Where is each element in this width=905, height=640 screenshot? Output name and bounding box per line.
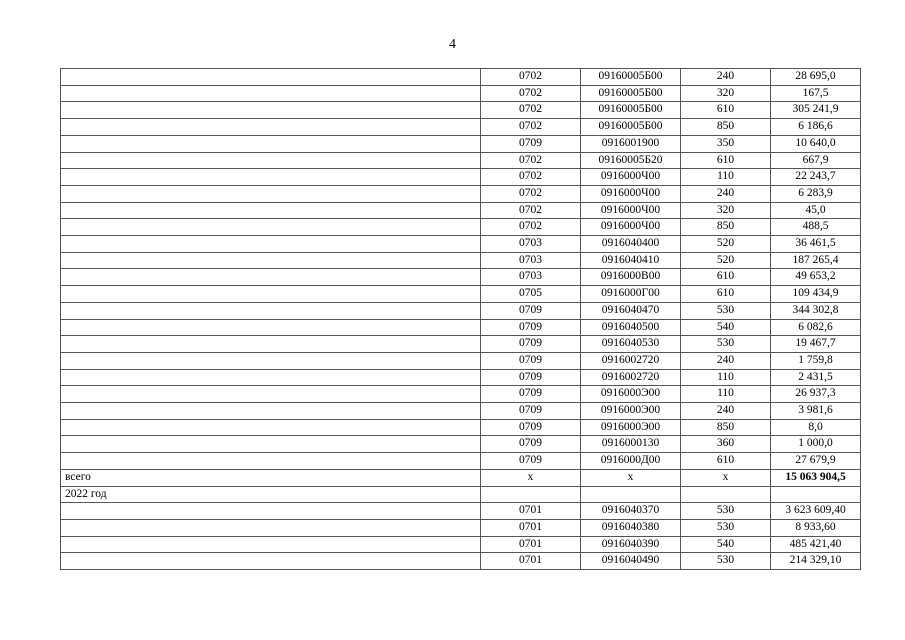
cell-target: 09160005Б20 [581, 152, 681, 169]
cell-target: 0916000Э00 [581, 403, 681, 420]
cell-target: 0916040490 [581, 553, 681, 570]
table-row [61, 319, 861, 336]
cell-amount: 26 937,3 [771, 386, 861, 403]
table-row [61, 386, 861, 403]
cell-section: 0702 [481, 152, 581, 169]
cell-amount: 6 283,9 [771, 185, 861, 202]
cell-target: 0916000Ч00 [581, 219, 681, 236]
cell-section: 0702 [481, 202, 581, 219]
cell-name [61, 185, 481, 202]
cell-amount: 667,9 [771, 152, 861, 169]
cell-name [61, 219, 481, 236]
cell-amount: 19 467,7 [771, 336, 861, 353]
table-row [61, 236, 861, 253]
cell-type: 850 [681, 219, 771, 236]
cell-amount: 214 329,10 [771, 553, 861, 570]
cell-target: 0916040370 [581, 503, 681, 520]
table-row [61, 219, 861, 236]
table-row [61, 119, 861, 136]
cell-type: 110 [681, 386, 771, 403]
cell-name [61, 236, 481, 253]
cell-type: 320 [681, 85, 771, 102]
cell-type: 240 [681, 185, 771, 202]
cell-target: 0916000Д00 [581, 453, 681, 470]
cell-section: 0701 [481, 503, 581, 520]
table-row [61, 536, 861, 553]
cell-section: 0703 [481, 236, 581, 253]
cell-amount: 167,5 [771, 85, 861, 102]
cell-target: 0916000В00 [581, 269, 681, 286]
cell-amount: 15 063 904,5 [771, 469, 861, 486]
cell-type: 240 [681, 69, 771, 86]
cell-amount: 187 265,4 [771, 252, 861, 269]
total-row [61, 469, 861, 486]
cell-section: 0709 [481, 336, 581, 353]
cell-name [61, 553, 481, 570]
cell-amount: 6 082,6 [771, 319, 861, 336]
cell-target: 0916040530 [581, 336, 681, 353]
cell-type: 110 [681, 169, 771, 186]
cell-section: 0702 [481, 119, 581, 136]
cell-name [61, 453, 481, 470]
cell-type: 610 [681, 152, 771, 169]
cell-type: 110 [681, 369, 771, 386]
cell-target [581, 486, 681, 503]
cell-type: 240 [681, 352, 771, 369]
cell-amount: 36 461,5 [771, 236, 861, 253]
cell-section: 0701 [481, 536, 581, 553]
cell-amount: 3 981,6 [771, 403, 861, 420]
table-row [61, 202, 861, 219]
cell-amount: 27 679,9 [771, 453, 861, 470]
table-row [61, 403, 861, 420]
cell-section: 0709 [481, 319, 581, 336]
cell-section: 0709 [481, 352, 581, 369]
cell-section: 0701 [481, 519, 581, 536]
cell-amount: 344 302,8 [771, 302, 861, 319]
cell-section: 0701 [481, 553, 581, 570]
cell-type: х [681, 469, 771, 486]
table-row [61, 252, 861, 269]
cell-name [61, 519, 481, 536]
cell-target: 0916040500 [581, 319, 681, 336]
table-row [61, 169, 861, 186]
cell-section: 0705 [481, 286, 581, 303]
cell-target: 0916002720 [581, 369, 681, 386]
cell-section: 0709 [481, 369, 581, 386]
cell-section: 0709 [481, 436, 581, 453]
table-row [61, 419, 861, 436]
cell-amount: 28 695,0 [771, 69, 861, 86]
cell-name [61, 352, 481, 369]
cell-name [61, 536, 481, 553]
table-row [61, 553, 861, 570]
cell-amount: 1 000,0 [771, 436, 861, 453]
cell-target: 0916040410 [581, 252, 681, 269]
table-row [61, 85, 861, 102]
cell-amount: 109 434,9 [771, 286, 861, 303]
budget-table-body [61, 69, 861, 570]
table-row [61, 352, 861, 369]
cell-section: 0702 [481, 219, 581, 236]
cell-target: 0916040390 [581, 536, 681, 553]
table-row [61, 453, 861, 470]
cell-name [61, 152, 481, 169]
table-row [61, 152, 861, 169]
cell-type: 530 [681, 336, 771, 353]
table-row [61, 503, 861, 520]
cell-amount: 2 431,5 [771, 369, 861, 386]
cell-name [61, 169, 481, 186]
cell-type: 540 [681, 319, 771, 336]
cell-type: 520 [681, 236, 771, 253]
cell-type: 850 [681, 119, 771, 136]
table-row [61, 302, 861, 319]
cell-amount: 488,5 [771, 219, 861, 236]
cell-target: 0916040380 [581, 519, 681, 536]
cell-amount [771, 486, 861, 503]
cell-name [61, 252, 481, 269]
cell-target: 0916000Ч00 [581, 202, 681, 219]
cell-name [61, 302, 481, 319]
cell-name [61, 202, 481, 219]
table-row [61, 102, 861, 119]
cell-amount: 8 933,60 [771, 519, 861, 536]
cell-target: 0916040470 [581, 302, 681, 319]
cell-section: 0709 [481, 135, 581, 152]
cell-section: 0709 [481, 453, 581, 470]
cell-section: х [481, 469, 581, 486]
cell-section: 0702 [481, 169, 581, 186]
cell-name [61, 102, 481, 119]
cell-target: 0916000Э00 [581, 386, 681, 403]
table-row [61, 286, 861, 303]
cell-target: 0916001900 [581, 135, 681, 152]
cell-name [61, 69, 481, 86]
page-number: 4 [449, 37, 456, 52]
cell-target: 0916000130 [581, 436, 681, 453]
cell-type: 540 [681, 536, 771, 553]
cell-target: х [581, 469, 681, 486]
table-row [61, 69, 861, 86]
cell-target: 0916000Э00 [581, 419, 681, 436]
cell-target: 0916000Ч00 [581, 169, 681, 186]
cell-section [481, 486, 581, 503]
cell-name [61, 419, 481, 436]
cell-type: 360 [681, 436, 771, 453]
year-heading-row [61, 486, 861, 503]
cell-type: 610 [681, 269, 771, 286]
cell-name [61, 386, 481, 403]
cell-target: 09160005Б00 [581, 85, 681, 102]
cell-type: 530 [681, 302, 771, 319]
cell-section: 0702 [481, 102, 581, 119]
cell-section: 0709 [481, 302, 581, 319]
cell-target: 0916000Ч00 [581, 185, 681, 202]
cell-type: 530 [681, 503, 771, 520]
cell-name [61, 85, 481, 102]
cell-section: 0702 [481, 69, 581, 86]
cell-amount: 10 640,0 [771, 135, 861, 152]
table-row [61, 185, 861, 202]
cell-type: 350 [681, 135, 771, 152]
cell-name: всего [61, 469, 481, 486]
cell-amount: 49 653,2 [771, 269, 861, 286]
table-row [61, 336, 861, 353]
cell-amount: 3 623 609,40 [771, 503, 861, 520]
cell-type: 610 [681, 102, 771, 119]
cell-type: 530 [681, 519, 771, 536]
table-row [61, 519, 861, 536]
cell-name [61, 503, 481, 520]
cell-amount: 6 186,6 [771, 119, 861, 136]
cell-section: 0703 [481, 269, 581, 286]
cell-type: 240 [681, 403, 771, 420]
cell-name [61, 135, 481, 152]
cell-target: 09160005Б00 [581, 119, 681, 136]
cell-name [61, 403, 481, 420]
cell-type: 850 [681, 419, 771, 436]
table-row [61, 269, 861, 286]
cell-section: 0702 [481, 185, 581, 202]
cell-target: 0916040400 [581, 236, 681, 253]
cell-type: 320 [681, 202, 771, 219]
cell-section: 0709 [481, 386, 581, 403]
cell-target: 09160005Б00 [581, 102, 681, 119]
cell-section: 0702 [481, 85, 581, 102]
cell-name: 2022 год [61, 486, 481, 503]
cell-amount: 22 243,7 [771, 169, 861, 186]
table-row [61, 135, 861, 152]
cell-name [61, 336, 481, 353]
cell-amount: 45,0 [771, 202, 861, 219]
cell-type: 530 [681, 553, 771, 570]
cell-amount: 305 241,9 [771, 102, 861, 119]
cell-amount: 1 759,8 [771, 352, 861, 369]
cell-name [61, 436, 481, 453]
budget-table [60, 68, 861, 570]
cell-name [61, 319, 481, 336]
cell-name [61, 369, 481, 386]
table-row [61, 436, 861, 453]
cell-target: 0916000Г00 [581, 286, 681, 303]
cell-target: 09160005Б00 [581, 69, 681, 86]
cell-type: 610 [681, 286, 771, 303]
cell-type [681, 486, 771, 503]
cell-type: 610 [681, 453, 771, 470]
cell-amount: 8,0 [771, 419, 861, 436]
cell-name [61, 119, 481, 136]
cell-type: 520 [681, 252, 771, 269]
table-row [61, 369, 861, 386]
cell-name [61, 269, 481, 286]
cell-amount: 485 421,40 [771, 536, 861, 553]
cell-section: 0709 [481, 403, 581, 420]
cell-name [61, 286, 481, 303]
cell-target: 0916002720 [581, 352, 681, 369]
cell-section: 0709 [481, 419, 581, 436]
cell-section: 0703 [481, 252, 581, 269]
